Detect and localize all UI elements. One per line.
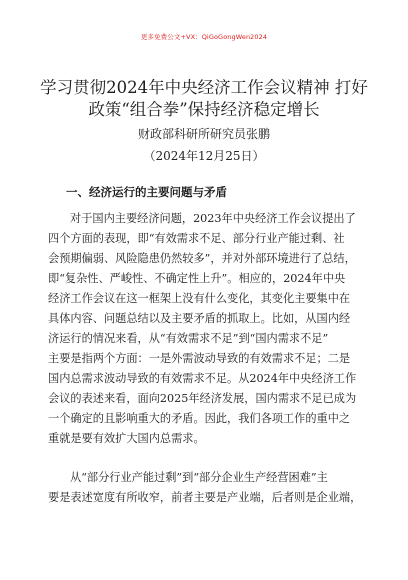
body-text xyxy=(48,209,364,508)
paragraph-line: 四个方面的表现，即“有效需求不足、部分行业产能过剩、社 xyxy=(48,232,345,245)
section-heading: 一、经济运行的主要问题与矛盾 xyxy=(66,185,227,199)
paragraph-line: 一个确定的且影响重大的矛盾。因此，我们各项工作的重中之 xyxy=(48,412,351,425)
paragraph-line: 从“部分行业产能过剩”到“部分企业生产经营困难”主 xyxy=(70,471,328,484)
paragraph-line: 具体内容、问题总结以及主要矛盾的抓取上。比如，从国内经 xyxy=(48,312,351,325)
watermark-text: 更多免费公文+VX：QiGoGongWen2024 xyxy=(140,33,268,41)
author-line: 财政部科研所研究员张鹏 xyxy=(137,127,270,141)
paragraph-gap xyxy=(48,449,364,468)
paragraph-line: 重就是要有效扩大国内总需求。 xyxy=(48,432,205,445)
paragraph-line: 即“复杂性、严峻性、不确定性上升”。相应的，2024年中央 xyxy=(48,272,346,285)
title-line-1: 学习贯彻2024年中央经济工作会议精神 打好 xyxy=(40,78,368,97)
paragraph-line: 对于国内主要经济问题，2023年中央经济工作会议提出了 xyxy=(70,212,356,225)
document-title xyxy=(40,77,368,121)
paragraph-line: 要是表述宽度有所收窄，前者主要是产业端，后者则是企业端， xyxy=(48,491,362,504)
paragraph-line: 会议的表述来看，面向2025年经济发展，国内需求不足已成为 xyxy=(48,392,357,405)
paragraph-line: 国内总需求波动导致的有效需求不足。从2024年中央经济工作 xyxy=(48,372,357,385)
paragraph-line: 主要是指两个方面：一是外需波动导致的有效需求不足；二是 xyxy=(48,352,351,365)
date-line: （2024年12月25日） xyxy=(143,149,265,163)
paragraph-line: 经济工作会议在这一框架上没有什么变化，其变化主要集中在 xyxy=(48,292,351,305)
title-line-2: 政策“组合拳”保持经济稳定增长 xyxy=(88,100,320,119)
paragraph-line: 会预期偏弱、风险隐患仍然较多”，并对外部环境进行了总结， xyxy=(48,252,356,265)
paragraph-line: 济运行的情况来看，从“有效需求不足”到“国内需求不足” xyxy=(48,332,329,345)
